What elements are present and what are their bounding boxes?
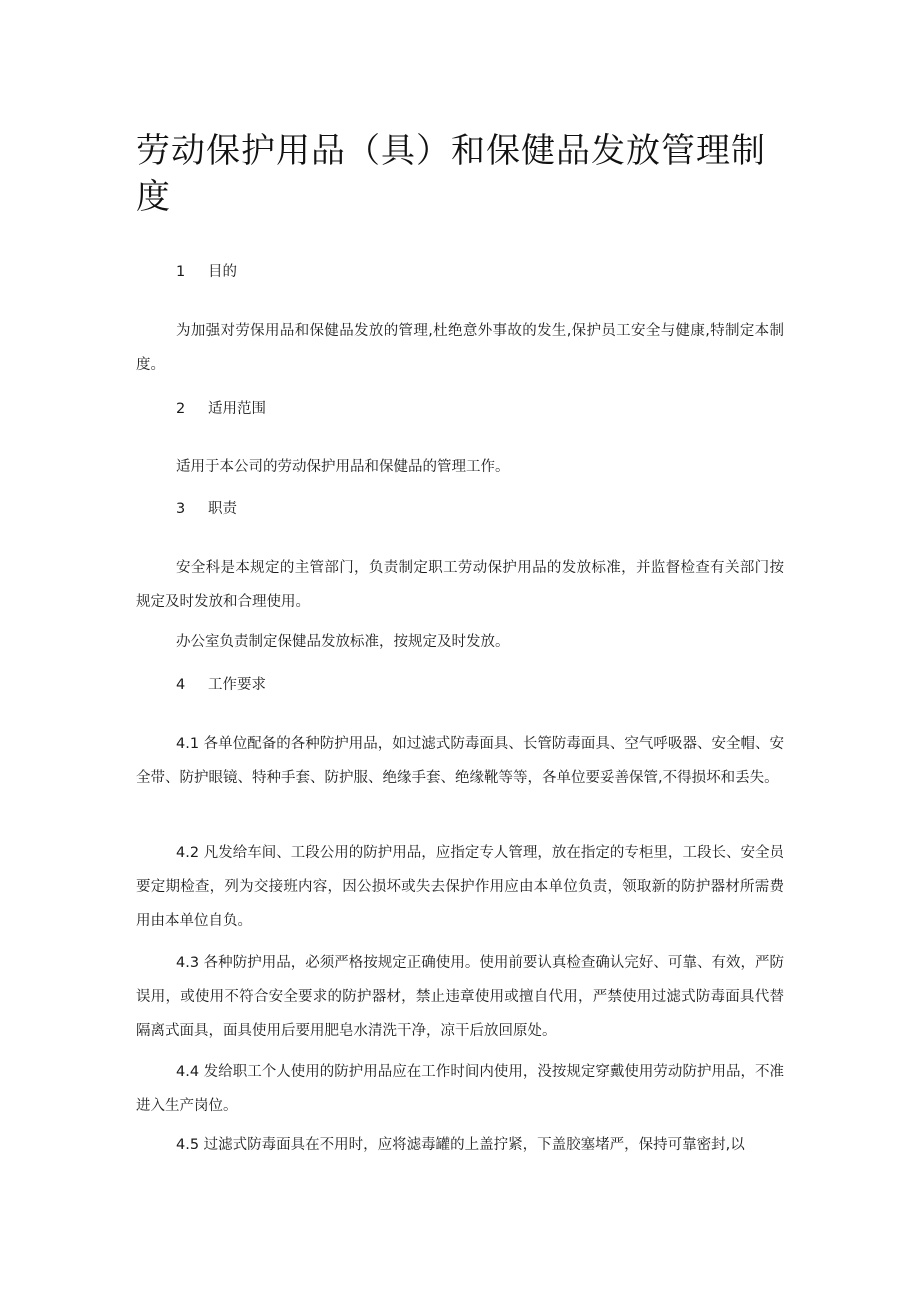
section-number: 4: [176, 677, 186, 693]
section-title: 适用范围: [208, 401, 266, 417]
paragraph: 4.1 各单位配备的各种防护用品，如过滤式防毒面具、长管防毒面具、空气呼吸器、安全帽、安全带、防护眼镜、特种手套、防护服、绝缘手套、绝缘靴等等，各单位要妥善保管,不得损坏和丢失。: [136, 736, 784, 786]
section-heading-3: [176, 499, 237, 519]
paragraph: 适用于本公司的劳动保护用品和保健品的管理工作。: [176, 459, 510, 475]
paragraph: 4.5 过滤式防毒面具在不用时，应将滤毒罐的上盖拧紧，下盖胶塞堵严，保持可靠密封,以: [176, 1137, 745, 1153]
section-heading-2: [176, 399, 266, 419]
document-title: 劳动保护用品（具）和保健品发放管理制度: [136, 131, 766, 217]
paragraph: 安全科是本规定的主管部门，负责制定职工劳动保护用品的发放标准，并监督检查有关部门按规定及时发放和合理使用。: [136, 560, 784, 610]
section-title: 工作要求: [208, 677, 266, 693]
paragraph: 4.2 凡发给车间、工段公用的防护用品，应指定专人管理，放在指定的专柜里，工段长、安全员要定期检查，列为交接班内容，因公损坏或失去保护作用应由本单位负责，领取新的防护器材所需费用由本单位自负。: [136, 845, 784, 929]
section-title: 职责: [208, 501, 237, 517]
paragraph: 4.4 发给职工个人使用的防护用品应在工作时间内使用，没按规定穿戴使用劳动防护用品，不准进入生产岗位。: [136, 1064, 784, 1114]
section-number: 1: [176, 264, 186, 280]
paragraph: 4.3 各种防护用品，必须严格按规定正确使用。使用前要认真检查确认完好、可靠、有效，严防误用，或使用不符合安全要求的防护器材，禁止违章使用或擅自代用，严禁使用过滤式防毒面具代替隔离式面具，面具使用后要用肥皂水清洗干净，凉干后放回原处。: [136, 955, 784, 1039]
section-title: 目的: [208, 264, 237, 280]
paragraph: 办公室负责制定保健品发放标准，按规定及时发放。: [176, 634, 510, 650]
paragraph: 为加强对劳保用品和保健品发放的管理,杜绝意外事故的发生,保护员工安全与健康,特制定本制度。: [136, 323, 784, 373]
section-number: 2: [176, 401, 186, 417]
section-number: 3: [176, 501, 186, 517]
section-heading-4: [176, 675, 266, 695]
section-heading-1: [176, 262, 237, 282]
